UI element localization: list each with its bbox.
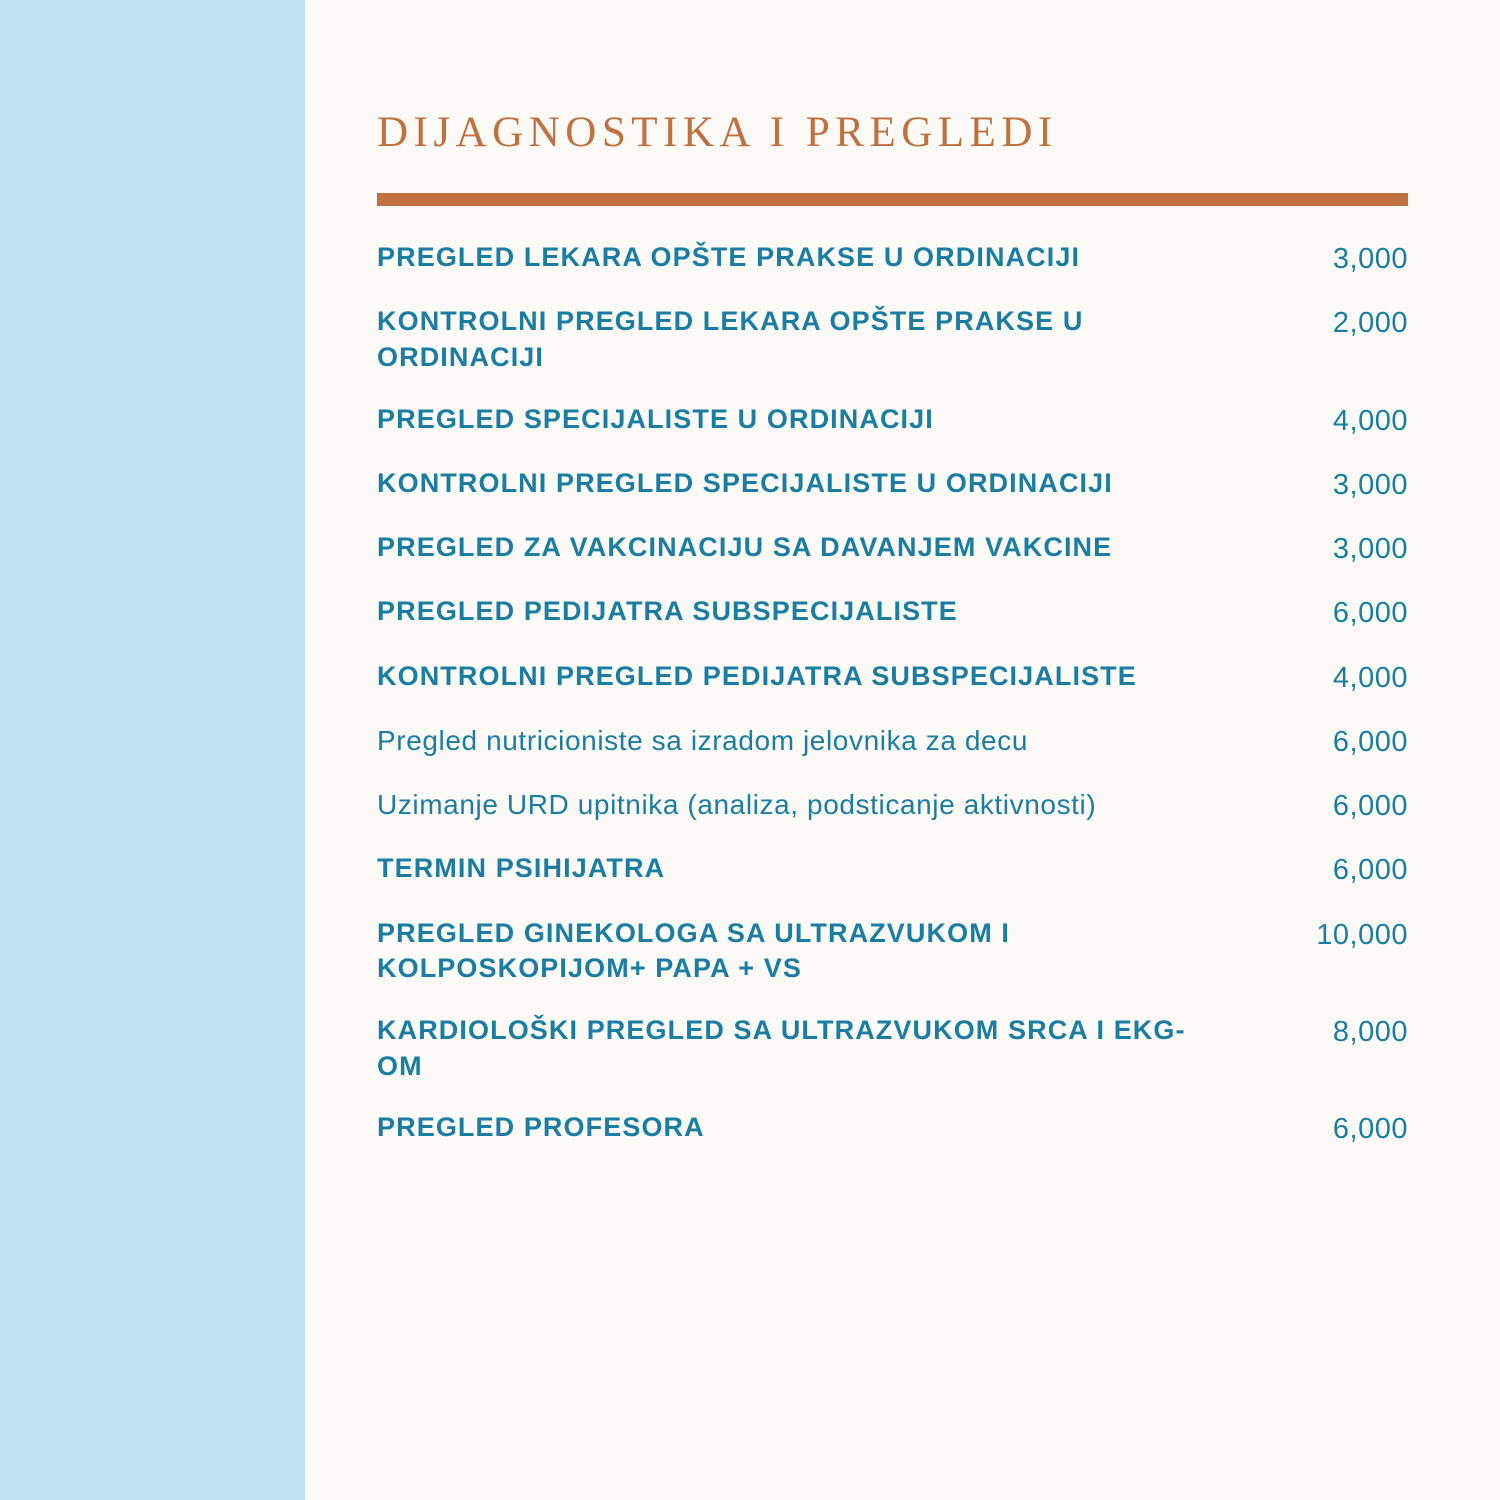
service-price: 4,000 bbox=[1332, 404, 1408, 437]
list-item bbox=[377, 787, 1408, 825]
decorative-left-band bbox=[0, 0, 305, 1500]
service-price: 6,000 bbox=[1332, 597, 1408, 630]
service-name: Uzimanje URD upitnika (analiza, podsticanje aktivnosti) bbox=[377, 789, 1097, 821]
service-name: KONTROLNI PREGLED SPECIJALISTE U ORDINACIJI bbox=[377, 467, 1113, 498]
list-item bbox=[377, 659, 1408, 697]
list-item bbox=[377, 594, 1408, 632]
service-name: Pregled nutricioniste sa izradom jelovnika za decu bbox=[377, 724, 1028, 756]
service-name: PREGLED LEKARA OPŠTE PRAKSE U ORDINACIJI bbox=[377, 242, 1081, 272]
service-price: 6,000 bbox=[1332, 725, 1408, 758]
service-price: 4,000 bbox=[1332, 661, 1408, 694]
service-price: 3,000 bbox=[1332, 533, 1408, 566]
service-name: KONTROLNI PREGLED PEDIJATRA SUBSPECIJALISTE bbox=[377, 660, 1137, 691]
list-item bbox=[377, 916, 1408, 987]
service-price: 6,000 bbox=[1332, 790, 1408, 823]
list-item bbox=[377, 723, 1408, 761]
service-name: TERMIN PSIHIJATRA bbox=[377, 853, 666, 884]
service-price: 3,000 bbox=[1332, 468, 1408, 501]
list-item bbox=[377, 466, 1408, 504]
service-price: 8,000 bbox=[1332, 1015, 1408, 1048]
title-underline-divider bbox=[377, 193, 1408, 206]
list-item bbox=[377, 530, 1408, 568]
service-price: 10,000 bbox=[1316, 918, 1408, 951]
price-list bbox=[377, 240, 1408, 1148]
list-item bbox=[377, 851, 1408, 889]
service-price: 2,000 bbox=[1332, 307, 1408, 340]
service-name: PREGLED SPECIJALISTE U ORDINACIJI bbox=[377, 403, 934, 434]
service-price: 3,000 bbox=[1332, 243, 1408, 275]
list-item bbox=[377, 1110, 1408, 1148]
service-price: 6,000 bbox=[1332, 1113, 1408, 1146]
list-item bbox=[377, 304, 1408, 375]
service-price: 6,000 bbox=[1332, 854, 1408, 887]
service-name: PREGLED GINEKOLOGA SA ULTRAZVUKOM I KOLPOSKOPIJOM+ PAPA + VS bbox=[377, 917, 1011, 984]
service-name: PREGLED PEDIJATRA SUBSPECIJALISTE bbox=[377, 596, 958, 627]
page-title: DIJAGNOSTIKA I PREGLEDI bbox=[377, 109, 1058, 156]
service-name: PREGLED ZA VAKCINACIJU SA DAVANJEM VAKCINE bbox=[377, 532, 1113, 563]
service-name: KARDIOLOŠKI PREGLED SA ULTRAZVUKOM SRCA I EKG-OM bbox=[377, 1014, 1186, 1081]
service-name: KONTROLNI PREGLED LEKARA OPŠTE PRAKSE U ORDINACIJI bbox=[377, 306, 1084, 372]
list-item bbox=[377, 1013, 1408, 1084]
list-item bbox=[377, 402, 1408, 440]
price-list-content bbox=[305, 0, 1500, 1500]
service-name: PREGLED PROFESORA bbox=[377, 1112, 705, 1143]
list-item bbox=[377, 240, 1408, 278]
